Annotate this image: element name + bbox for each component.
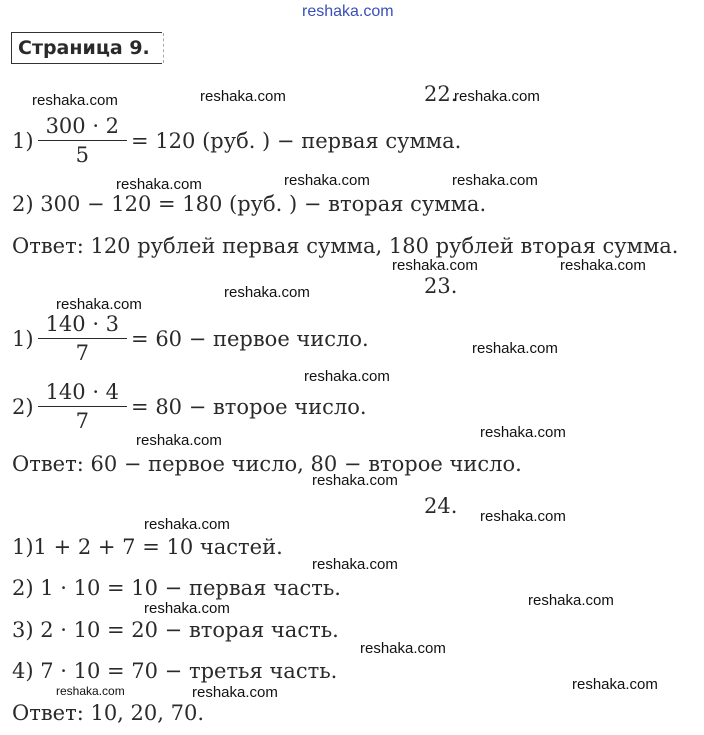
task-22-number: 22. <box>424 82 458 106</box>
task-24-step-4: 4) 7 · 10 = 70 − третья часть. <box>12 659 338 683</box>
watermark: reshaka.com <box>454 88 540 105</box>
watermark: reshaka.com <box>136 432 222 449</box>
page-label: Страница 9. <box>11 32 162 64</box>
task-23-number: 23. <box>424 274 458 298</box>
watermark: reshaka.com <box>32 92 118 109</box>
watermark: reshaka.com <box>572 676 658 693</box>
task-23-step-1 <box>12 312 369 365</box>
task-24-step-3: 3) 2 · 10 = 20 − вторая часть. <box>12 618 339 642</box>
watermark: reshaka.com <box>312 472 398 489</box>
step-prefix: 1) <box>12 326 34 351</box>
watermark: reshaka.com <box>224 284 310 301</box>
task-22-step-1 <box>12 114 461 167</box>
denominator: 5 <box>75 143 89 167</box>
watermark: reshaka.com <box>284 172 370 189</box>
watermark: reshaka.com <box>56 684 125 698</box>
task-24-number: 24. <box>424 494 458 518</box>
denominator: 7 <box>75 409 89 433</box>
task-22-answer: Ответ: 120 рублей первая сумма, 180 рублей вторая сумма. <box>12 234 679 258</box>
fraction <box>38 380 127 433</box>
watermark: reshaka.com <box>304 368 390 385</box>
watermark: reshaka.com <box>480 424 566 441</box>
task-22-step-2: 2) 300 − 120 = 180 (руб. ) − вторая сумма. <box>12 192 487 216</box>
watermark: reshaka.com <box>480 508 566 525</box>
watermark: reshaka.com <box>392 257 478 274</box>
watermark: reshaka.com <box>116 176 202 193</box>
watermark: reshaka.com <box>200 88 286 105</box>
task-24-step-1: 1)1 + 2 + 7 = 10 частей. <box>12 535 283 559</box>
step-rest: = 120 (руб. ) − первая сумма. <box>131 128 462 153</box>
watermark: reshaka.com <box>560 257 646 274</box>
task-23-answer: Ответ: 60 − первое число, 80 − второе число. <box>12 452 522 476</box>
site-header-link[interactable]: reshaka.com <box>302 3 394 20</box>
numerator: 140 · 3 <box>38 312 127 339</box>
watermark: reshaka.com <box>192 684 278 701</box>
watermark: reshaka.com <box>528 592 614 609</box>
watermark: reshaka.com <box>360 640 446 657</box>
watermark: reshaka.com <box>452 172 538 189</box>
numerator: 300 · 2 <box>38 114 127 141</box>
step-rest: = 60 − первое число. <box>131 326 369 351</box>
fraction <box>38 312 127 365</box>
watermark: reshaka.com <box>144 600 230 617</box>
step-prefix: 1) <box>12 128 34 153</box>
watermark: reshaka.com <box>144 516 230 533</box>
denominator: 7 <box>75 341 89 365</box>
step-rest: = 80 − второе число. <box>131 394 367 419</box>
step-prefix: 2) <box>12 394 34 419</box>
task-23-step-2 <box>12 380 367 433</box>
watermark: reshaka.com <box>472 340 558 357</box>
task-24-answer: Ответ: 10, 20, 70. <box>12 701 204 725</box>
watermark: reshaka.com <box>56 296 142 313</box>
watermark: reshaka.com <box>312 556 398 573</box>
numerator: 140 · 4 <box>38 380 127 407</box>
task-24-step-2: 2) 1 · 10 = 10 − первая часть. <box>12 576 341 600</box>
fraction <box>38 114 127 167</box>
